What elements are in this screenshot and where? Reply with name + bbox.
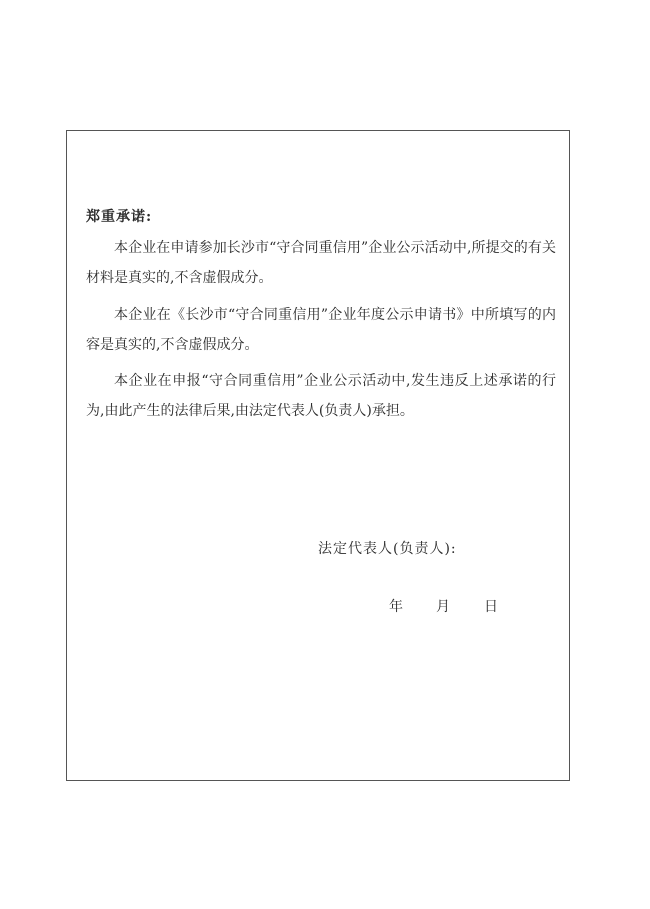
legal-representative-label: 法定代表人(负责人): — [318, 541, 457, 557]
commitment-heading: 郑重承诺: — [86, 209, 153, 225]
date-month-label: 月 — [436, 599, 450, 615]
date-year-label: 年 — [389, 599, 403, 615]
date-day-label: 日 — [484, 599, 498, 615]
commitment-paragraph-3: 本企业在申报“守合同重信用”企业公示活动中,发生违反上述承诺的行为,由此产生的法律后果,由法定代表人(负责人)承担。 — [86, 373, 556, 419]
form-border — [66, 130, 570, 781]
commitment-paragraph-1: 本企业在申请参加长沙市“守合同重信用”企业公示活动中,所提交的有关材料是真实的,不含虚假成分。 — [86, 240, 556, 286]
commitment-paragraph-2: 本企业在《长沙市“守合同重信用”企业年度公示申请书》中所填写的内容是真实的,不含虚假成分。 — [86, 307, 556, 353]
